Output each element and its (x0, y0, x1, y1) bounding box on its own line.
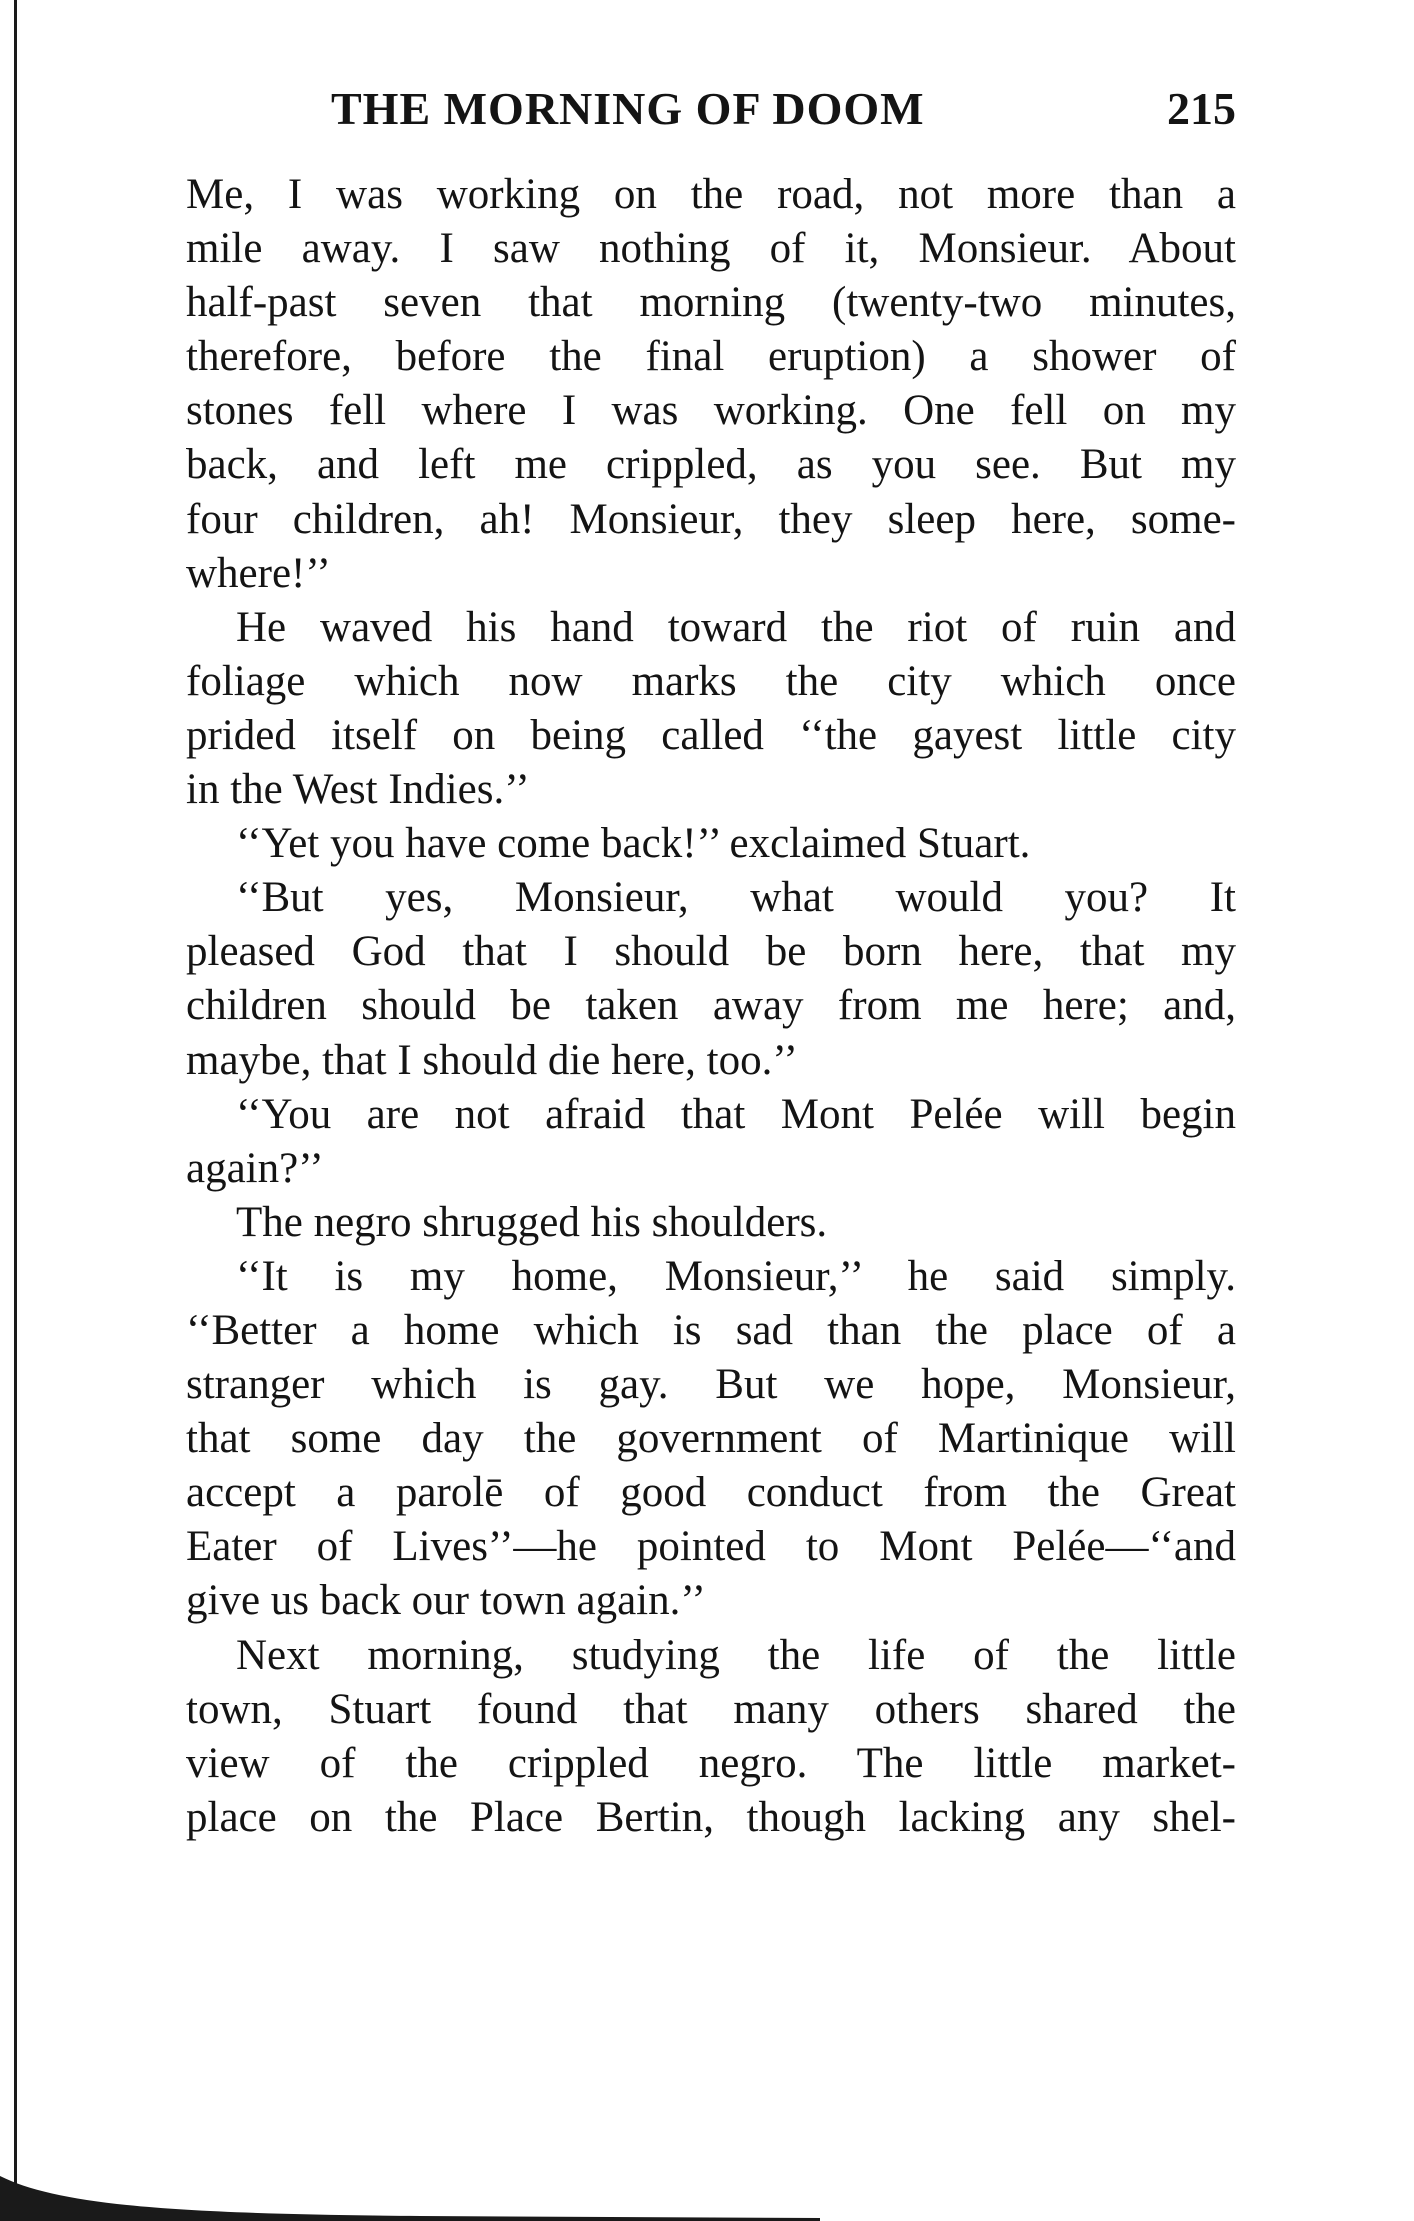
text-line: maybe, that I should die here, too.’’ (186, 1036, 798, 1084)
text-line: ‘‘It is my home, Monsieur,’’ he said simply. (236, 1252, 1236, 1300)
text-line: ‘‘You are not afraid that Mont Pelée will begin (236, 1090, 1236, 1138)
text-line: foliage which now marks the city which once (186, 657, 1236, 705)
text-line: stranger which is gay. But we hope, Monsieur, (186, 1361, 1236, 1409)
paragraph (186, 1088, 1236, 1196)
text-line: town, Stuart found that many others shared the (186, 1685, 1236, 1733)
paragraph (186, 168, 1236, 601)
text-line: where!’’ (186, 549, 331, 597)
text-line: therefore, before the final eruption) a shower of (186, 333, 1236, 381)
text-line: half-past seven that morning (twenty-two minutes, (186, 279, 1236, 327)
text-line: give us back our town again.’’ (186, 1577, 706, 1625)
text-line: ‘‘But yes, Monsieur, what would you? It (236, 874, 1236, 922)
paragraph (186, 817, 1236, 871)
page-number: 215 (1167, 83, 1236, 134)
running-title: THE MORNING OF DOOM (331, 83, 925, 134)
text-line: Me, I was working on the road, not more than a (186, 171, 1236, 218)
text-line: in the West Indies.’’ (186, 766, 530, 814)
text-line: again?’’ (186, 1144, 324, 1192)
text-line: Next morning, studying the life of the little (236, 1631, 1236, 1679)
text-line: four children, ah! Monsieur, they sleep here, some- (186, 495, 1236, 543)
text-line: Eater of Lives’’—he pointed to Mont Pelée—‘‘and (186, 1523, 1236, 1571)
scan-edge-bottom (0, 2166, 820, 2221)
paragraph (186, 1250, 1236, 1629)
text-line: pleased God that I should be born here, that my (186, 928, 1236, 976)
text-line: accept a parolē of good conduct from the Great (186, 1469, 1236, 1517)
paragraph (186, 1629, 1236, 1845)
text-line: ‘‘Yet you have come back!’’ exclaimed Stuart. (236, 820, 1031, 868)
text-line: back, and left me crippled, as you see. But my (186, 441, 1236, 489)
paragraph (186, 601, 1236, 817)
text-line: that some day the government of Martinique will (186, 1415, 1236, 1463)
text-line: ‘‘Better a home which is sad than the place of a (186, 1306, 1236, 1354)
text-line: mile away. I saw nothing of it, Monsieur. About (186, 225, 1236, 273)
text-line: The negro shrugged his shoulders. (236, 1198, 828, 1246)
running-head (186, 82, 1236, 142)
text-line: stones fell where I was working. One fell on my (186, 387, 1236, 435)
paragraph (186, 871, 1236, 1087)
paragraph (186, 1196, 1236, 1250)
body-text (186, 168, 1236, 1845)
text-line: children should be taken away from me here; and, (186, 982, 1236, 1030)
text-line: view of the crippled negro. The little market- (186, 1739, 1236, 1787)
text-line: prided itself on being called ‘‘the gayest little city (186, 711, 1236, 759)
scan-edge-left (14, 0, 17, 2221)
text-line: place on the Place Bertin, though lacking any shel- (186, 1793, 1236, 1841)
text-line: He waved his hand toward the riot of ruin and (236, 603, 1236, 651)
